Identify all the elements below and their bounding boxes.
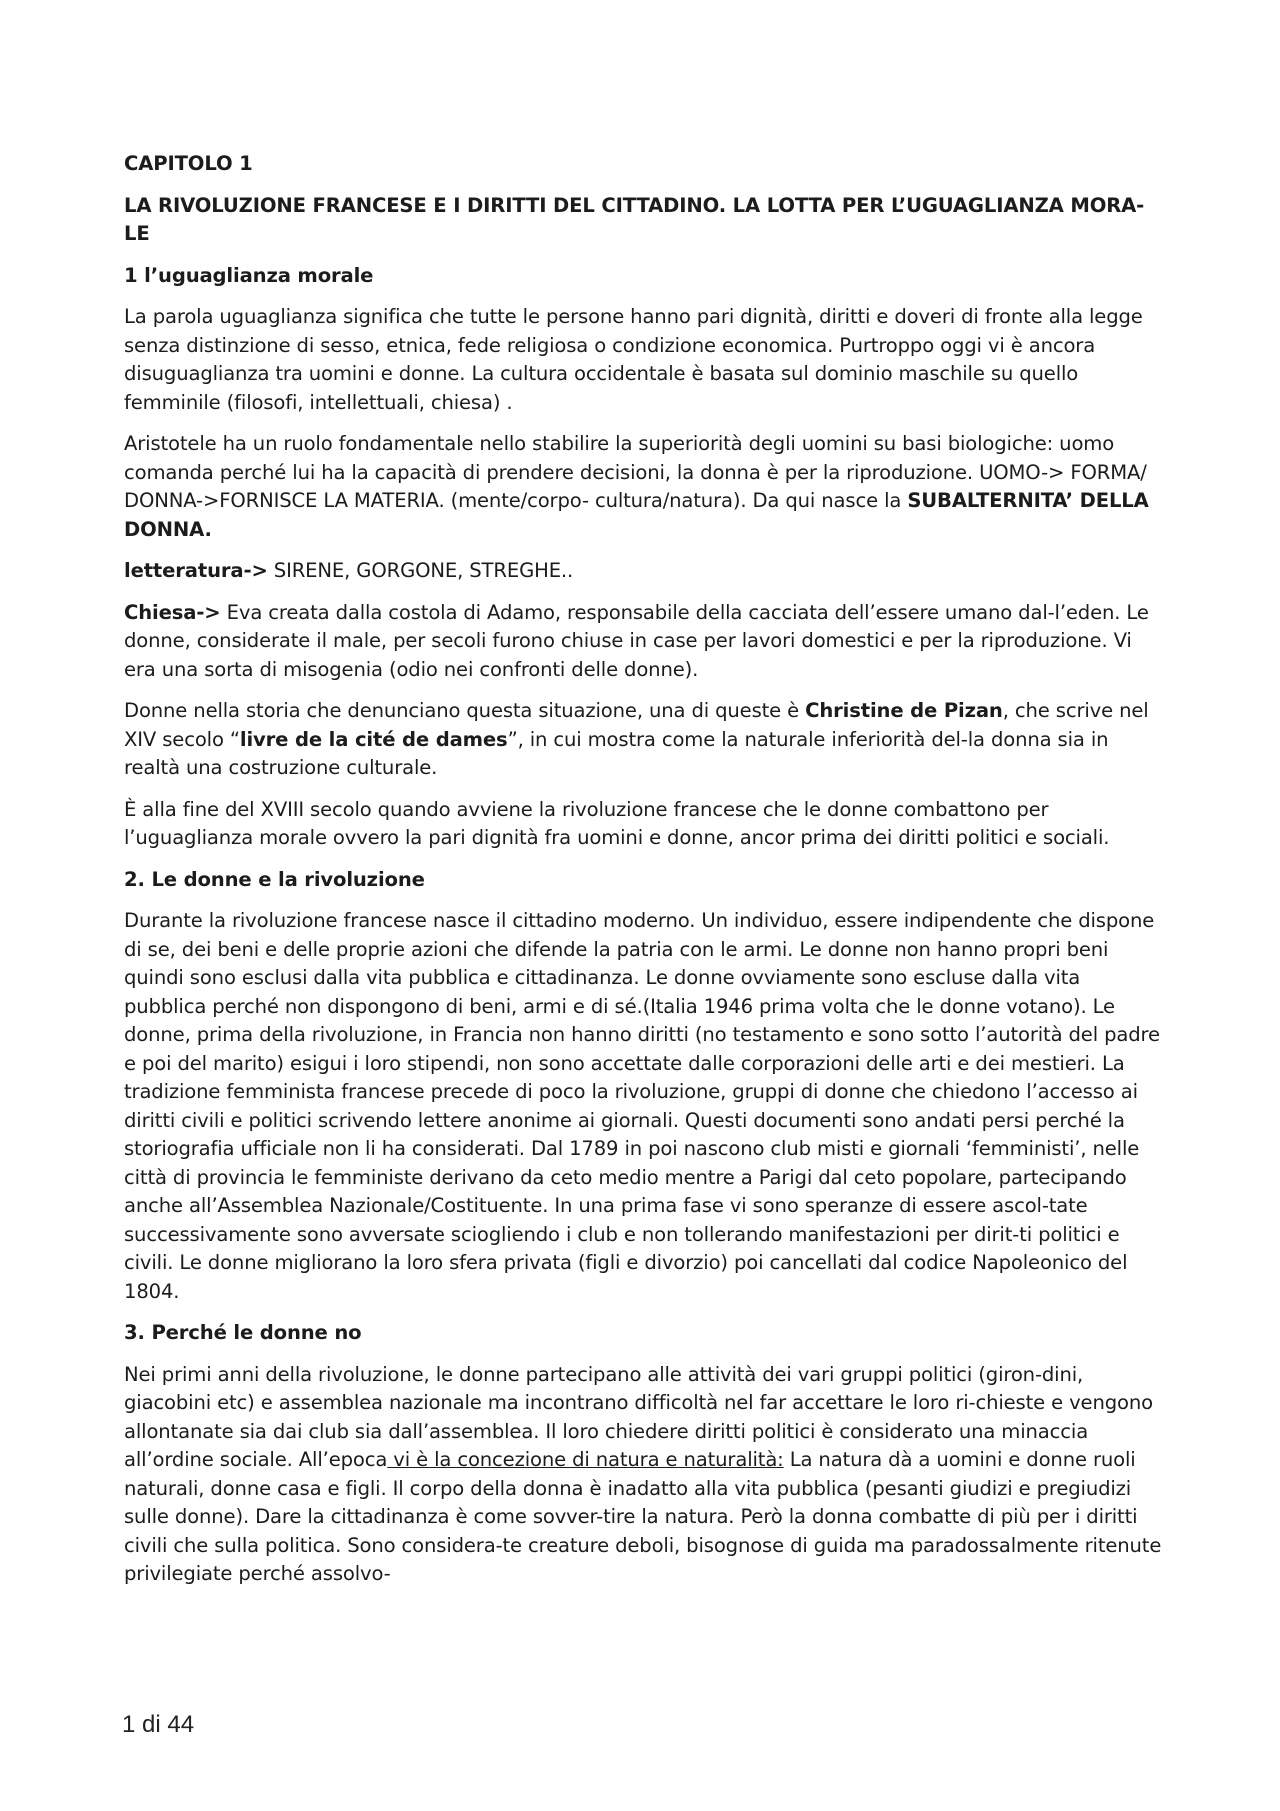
pizan-end: ”, in cui mostra come la naturale inferiorità del-la donna sia in realtà una costruzione culturale. xyxy=(124,727,1109,779)
pizan-name: Christine de Pizan xyxy=(805,699,1003,722)
chapter-label: CAPITOLO 1 xyxy=(124,152,253,175)
chiesa-label: Chiesa-> xyxy=(124,600,221,624)
letteratura-label: letteratura-> xyxy=(124,559,268,582)
chapter-title-line-1: LA RIVOLUZIONE FRANCESE E I DIRITTI DEL CITTADINO. LA LOTTA PER L’UGUAGLIANZA MORA- xyxy=(124,193,1145,217)
chapter-title-line-2: LE xyxy=(124,222,150,245)
pizan-book-title: livre de la cité de dames xyxy=(239,727,508,751)
section-1-paragraph-6: È alla fine del XVIII secolo quando avviene la rivoluzione francese che le donne combattono per l’uguaglianza morale ovvero la pari dignità fra uomini e donne, ancor prima dei diritti politici e sociali. xyxy=(124,797,1110,849)
section-3-paragraph-1 xyxy=(124,1361,1164,1589)
natura-underlined: vi è la concezione di natura e naturalità: xyxy=(387,1448,784,1471)
section-1-paragraph-3 xyxy=(124,557,1164,586)
page-number: 1 di 44 xyxy=(122,1711,195,1738)
chiesa-text: Eva creata dalla costola di Adamo, responsabile della cacciata dell’essere umano dal-l’eden. Le donne, considerate il male, per secoli furono chiuse in case per lavori domestici e per la riproduzione. Vi era una sorta di misogenia (odio nei confronti delle donne). xyxy=(124,600,1149,681)
section-1-paragraph-4 xyxy=(124,599,1164,685)
section-1-paragraph-1: La parola uguaglianza significa che tutte le persone hanno pari dignità, diritti e doveri di fronte alla legge senza distinzione di sesso, etnica, fede religiosa o condizione economica. Purtroppo oggi vi è ancora disuguaglianza tra uomini e donne. La cultura occidentale è basata sul dominio maschile su quello femminile (filosofi, intellettuali, chiesa) . xyxy=(124,305,1143,414)
perche-text-c: La natura dà a uomini e donne ruoli naturali, donne casa e figli. Il corpo della donna è inadatto alla vita pubblica (pesanti giudizi e pregiudizi sulle donne). Dare la cittadinanza è come sovver-tire la natura. Però la donna combatte di più per i diritti civili che sulla politica. Sono considera-te creature deboli, bisognose di guida ma paradossalmente ritenute privilegiate perché assolvo- xyxy=(124,1448,1162,1585)
perche-text-a: Nei primi anni della rivoluzione, le donne partecipano alle attività dei vari gruppi politici (giron-dini, giacobini etc) e assemblea nazionale ma incontrano difficoltà nel far accettare le loro ri-chieste e vengono allontanate sia dai club sia dall’assemblea. Il loro chiedere diritti politici è considerato una minaccia all’ordine sociale. All’epoca xyxy=(124,1362,1153,1471)
section-2-paragraph-1: Durante la rivoluzione francese nasce il cittadino moderno. Un individuo, essere indipendente che dispone di se, dei beni e delle proprie azioni che difende la patria con le armi. Le donne non hanno propri beni quindi sono esclusi dalla vita pubblica e cittadinanza. Le donne ovviamente sono escluse dalla vita pubblica perché non dispongono di beni, armi e di sé.(Italia 1946 prima volta che le donne votano). Le donne, prima della rivoluzione, in Francia non hanno diritti (no testamento e sono sotto l’autorità del padre e poi del marito) esigui i loro stipendi, non sono accettate dalle corporazioni delle arti e dei mestieri. La tradizione femminista francese precede di poco la rivoluzione, gruppi di donne che chiedono l’accesso ai diritti civili e politici scrivendo lettere anonime ai giornali. Questi documenti sono andati persi perché la storiografia ufficiale non li ha considerati. Dal 1789 in poi nascono club misti e giornali ‘femministi’, nelle città di provincia le femministe derivano da ceto medio mentre a Parigi dal ceto popolare, partecipando anche all’Assemblea Nazionale/Costituente. In una prima fase vi sono speranze di essere ascol-tate successivamente sono avversate sciogliendo i club e non tollerando manifestazioni per dirit-ti politici e civili. Le donne migliorano la loro sfera privata (figli e divorzio) poi cancellati dal codice Napoleonico del 1804. xyxy=(124,909,1160,1303)
pizan-mid: , che scrive nel XIV secolo “ xyxy=(124,699,1149,751)
section-1-paragraph-5 xyxy=(124,697,1164,783)
chapter-title xyxy=(124,192,1164,249)
section-2-heading: 2. Le donne e la rivoluzione xyxy=(124,867,425,891)
pizan-intro: Donne nella storia che denunciano questa situazione, una di queste è xyxy=(124,699,806,722)
section-1-paragraph-2 xyxy=(124,430,1164,544)
section-3-heading: 3. Perché le donne no xyxy=(124,1321,362,1344)
letteratura-text: SIRENE, GORGONE, STREGHE.. xyxy=(267,559,574,582)
section-1-heading: 1 l’uguaglianza morale xyxy=(124,263,374,287)
page-content xyxy=(124,150,1164,1589)
subalternita-bold: SUBALTERNITA’ DELLA DONNA. xyxy=(124,489,1149,541)
aristotele-text: Aristotele ha un ruolo fondamentale nello stabilire la superiorità degli uomini su basi biologiche: uomo comanda perché lui ha la capacità di prendere decisioni, la donna è per la riproduzione. UOMO-> FORMA/ DONNA->FORNISCE LA MATERIA. (mente/corpo- cultura/natura). Da qui nasce la xyxy=(124,432,1147,512)
